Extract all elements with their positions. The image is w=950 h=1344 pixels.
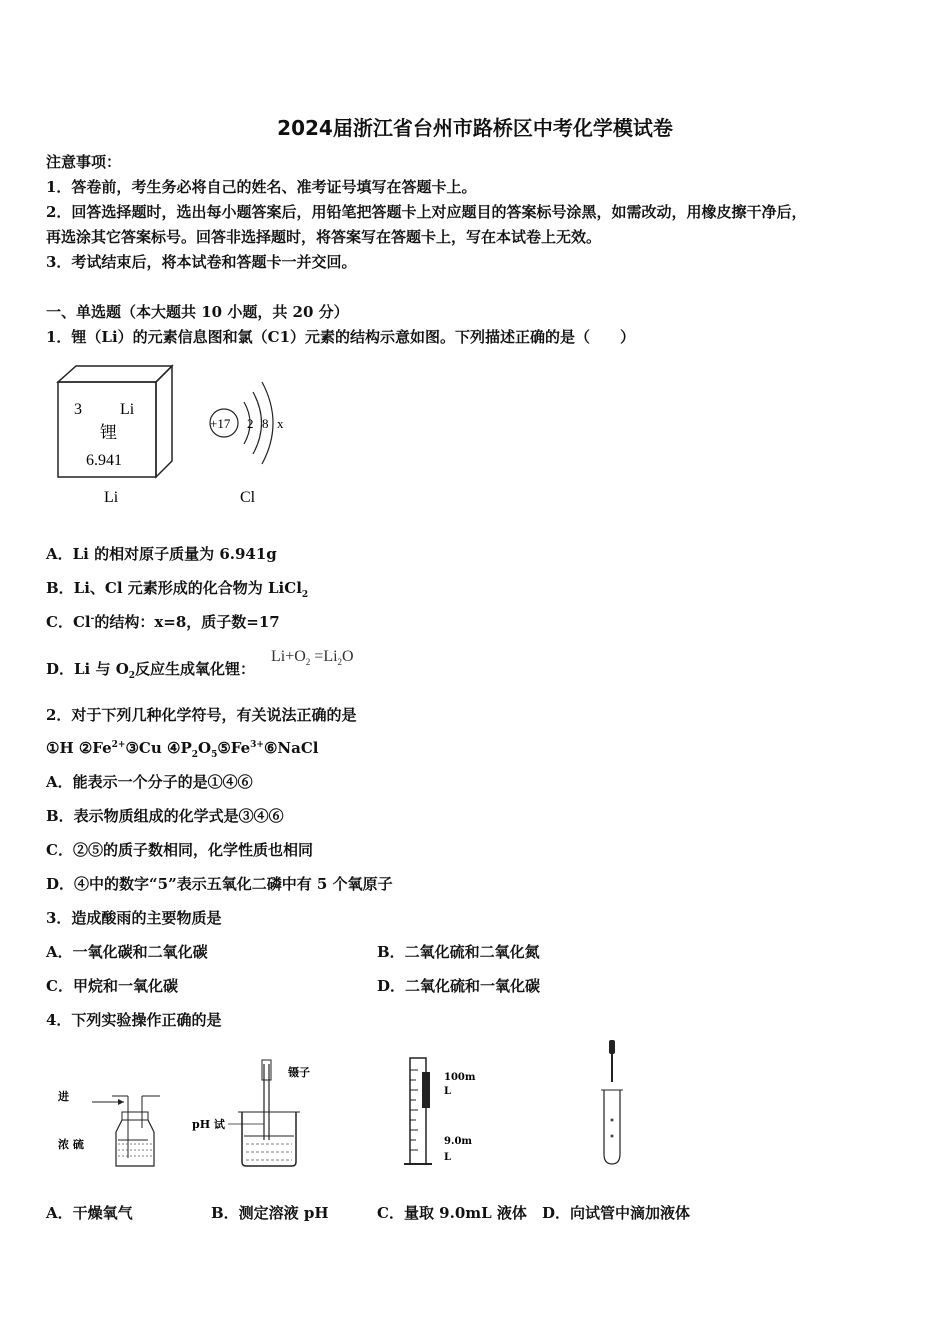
q1-option-b: B．Li、Cl 元素形成的化合物为 LiCl$_2$ <box>46 579 309 600</box>
label-100ml: 100m <box>444 1072 476 1083</box>
dropper-test-tube-figure <box>601 1040 623 1164</box>
notice-item-1: 1．答卷前，考生务必将自己的姓名、准考证号填写在答题卡上。 <box>46 178 477 196</box>
li-name: 锂 <box>100 423 117 442</box>
li-caption: Li <box>104 489 119 506</box>
q4-option-a: A．干燥氧气 <box>46 1204 133 1222</box>
q2-option-b: B．表示物质组成的化学式是③④⑥ <box>46 807 284 825</box>
q1-option-a: A．Li 的相对原子质量为 6.941g <box>46 545 277 563</box>
graduated-cylinder-figure <box>404 1058 476 1164</box>
li-atomic-number: 3 <box>74 401 82 418</box>
q4-option-b: B．测定溶液 pH <box>211 1204 329 1222</box>
notice-heading: 注意事项： <box>46 153 122 171</box>
cl-nucleus: +17 <box>210 416 231 431</box>
li-element-card <box>58 366 172 506</box>
label-ph-paper: pH 试 <box>192 1118 225 1131</box>
q2-option-c: C．②⑤的质子数相同，化学性质也相同 <box>46 841 313 859</box>
label-acid: 浓 硫 <box>58 1138 84 1151</box>
li-symbol: Li <box>120 401 135 418</box>
q3-option-c: C．甲烷和一氧化碳 <box>46 977 178 995</box>
q1-figure <box>52 360 312 515</box>
label-9ml-unit: L <box>444 1152 452 1163</box>
notice-item-2a: 2．回答选择题时，选出每小题答案后，用铅笔把答题卡上对应题目的答案标号涂黑，如需改动，用橡皮擦干净后， <box>46 203 807 221</box>
notice-item-2b: 再选涂其它答案标号。回答非选择题时，将答案写在答题卡上，写在本试卷上无效。 <box>46 228 602 246</box>
label-tweezers: 镊子 <box>288 1066 310 1079</box>
cl-shell-2: 8 <box>262 416 269 431</box>
gas-wash-bottle-figure <box>57 1089 160 1166</box>
notice-item-3: 3．考试结束后，将本试卷和答题卡一并交回。 <box>46 253 357 271</box>
q2-option-d: D．④中的数字“5”表示五氧化二磷中有 5 个氧原子 <box>46 875 393 893</box>
q3-option-d: D．二氧化硫和一氧化碳 <box>377 977 541 995</box>
q3-option-b: B．二氧化硫和二氧化氮 <box>377 943 540 961</box>
q3-stem: 3．造成酸雨的主要物质是 <box>46 909 222 927</box>
ph-test-figure <box>192 1060 310 1166</box>
label-100ml-unit: L <box>444 1086 452 1097</box>
q1-option-d: D．Li 与 $O_2$反应生成氧化锂： <box>46 660 256 681</box>
q1-stem: 1．锂（Li）的元素信息图和氯（C1）元素的结构示意如图。下列描述正确的是（ ） <box>46 328 636 346</box>
q4-figures <box>52 1040 692 1175</box>
q1-equation: $Li+O_2 =Li_2O$ <box>271 648 354 668</box>
q2-stem: 2．对于下列几种化学符号，有关说法正确的是 <box>46 706 357 724</box>
cl-shell-3: x <box>277 416 284 431</box>
q1-option-c: C．Cl-的结构：x=8，质子数=17 <box>46 613 280 631</box>
q3-option-a: A．一氧化碳和二氧化碳 <box>46 943 208 961</box>
page-title: 2024届浙江省台州市路桥区中考化学模试卷 <box>277 116 673 140</box>
cl-structure-diagram <box>210 382 284 506</box>
li-mass: 6.941 <box>86 452 122 469</box>
cl-caption: Cl <box>240 489 256 506</box>
q4-option-d: D．向试管中滴加液体 <box>542 1204 691 1222</box>
section-heading: 一、单选题（本大题共 10 小题，共 20 分） <box>46 303 349 321</box>
label-in: 进 <box>58 1090 69 1103</box>
label-9ml: 9.0m <box>444 1136 472 1147</box>
q2-option-a: A．能表示一个分子的是①④⑥ <box>46 773 253 791</box>
cl-shell-1: 2 <box>247 416 254 431</box>
q4-option-c: C．量取 9.0mL 液体 <box>377 1204 527 1222</box>
q2-symbols: ①H $②Fe^{2+}③Cu$ $④P_2O_5⑤Fe^{3+}⑥NaCl$ <box>46 739 319 760</box>
q4-stem: 4．下列实验操作正确的是 <box>46 1011 222 1029</box>
